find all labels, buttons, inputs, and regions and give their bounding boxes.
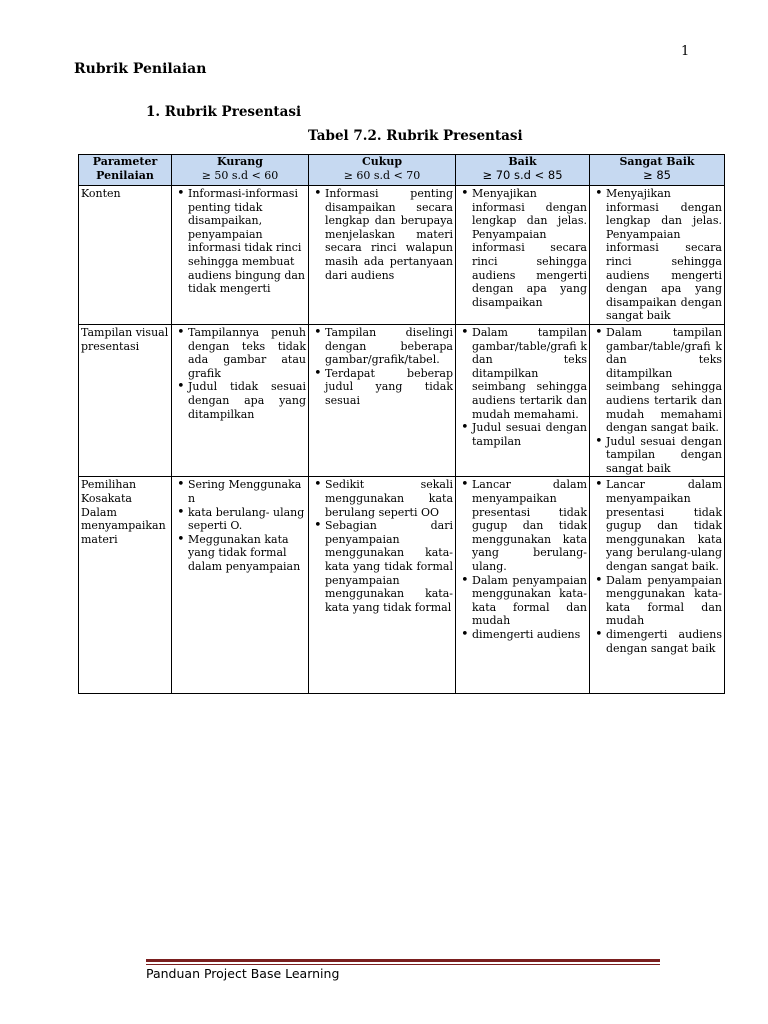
criterion-item: • Informasi penting disampaikan secara lengkap dan berupaya menjelaskan materi secara rinci walapun masih ada pertanyaan dari audiens (311, 187, 453, 282)
header-kurang (172, 155, 309, 186)
kurang-cell (172, 324, 309, 477)
header-baik (456, 155, 590, 186)
footer-text: Panduan Project Base Learning (146, 966, 340, 981)
criterion-item: • Dalam penyampaian menggunakan kata-kata formal dan mudah (458, 574, 587, 628)
criterion-item: • Sedikit sekali menggunakan kata berulang seperti OO (311, 478, 453, 519)
criterion-item: • Informasi-informasi penting tidak disampaikan, penyampaian informasi tidak rinci sehingga membuat audiens bingung dan tidak mengerti (174, 187, 306, 296)
baik-cell (456, 477, 590, 694)
criterion-item: • dimengerti audiens (458, 628, 587, 642)
criterion-item: • Tampilannya penuh dengan teks tidak ada gambar atau grafik (174, 326, 306, 380)
footer-rule (146, 959, 660, 962)
header-range: ≥ 85 (643, 167, 671, 182)
criterion-item: • kata berulang- ulang seperti O. (174, 506, 306, 533)
header-sangat-baik (590, 155, 725, 186)
sangat-baik-cell (590, 477, 725, 694)
section-title: Rubrik Penilaian (74, 61, 207, 77)
criterion-item: • Sering Menggunaka n (174, 478, 306, 505)
page-number: 1 (681, 44, 690, 59)
footer-rule-thin (146, 964, 660, 965)
sangat-baik-cell (590, 324, 725, 477)
header-range: ≥ 60 s.d < 70 (343, 168, 421, 182)
subsection-title: 1. Rubrik Presentasi (146, 104, 302, 120)
header-label: Cukup (361, 155, 403, 168)
criterion-item: • Lancar dalam menyampaikan presentasi tidak gugup dan tidak menggunakan kata yang berulang-ulang dengan sangat baik. (592, 478, 722, 573)
criterion-item: • Judul sesuai dengan tampilan dengan sangat baik (592, 435, 722, 476)
cukup-cell (309, 186, 456, 325)
baik-cell (456, 324, 590, 477)
cukup-cell (309, 477, 456, 694)
header-range: ≥ 50 s.d < 60 (201, 168, 279, 182)
table-header-row (79, 155, 725, 186)
criterion-item: • Tampilan diselingi dengan beberapa gambar/grafik/tabel. (311, 326, 453, 367)
criterion-item: • Dalam penyampaian menggunakan kata-kata formal dan mudah (592, 574, 722, 628)
criterion-item: • Dalam tampilan gambar/table/grafi k dan teks ditampilkan seimbang sehingga audiens tertarik dan mudah memahami dengan sangat baik. (592, 326, 722, 435)
header-label: Parameter Penilaian (92, 155, 158, 182)
kurang-cell (172, 186, 309, 325)
sangat-baik-cell (590, 186, 725, 325)
table-row (79, 477, 725, 694)
criterion-item: • Menyajikan informasi dengan lengkap dan jelas. Penyampaian informasi secara rinci sehingga audiens mengerti dengan apa yang disampaikan dengan sangat baik (592, 187, 722, 323)
header-parameter (79, 155, 172, 186)
cukup-cell (309, 324, 456, 477)
header-label: Sangat Baik (619, 155, 695, 168)
header-label: Kurang (217, 155, 263, 168)
criterion-item: • Sebagian dari penyampaian menggunakan kata-kata yang tidak formal penyampaian menggunakan kata-kata yang tidak formal (311, 519, 453, 614)
criterion-item: • Meggunakan kata yang tidak formal dalam penyampaian (174, 533, 306, 574)
parameter-cell: Tampilan visual presentasi (79, 324, 172, 477)
criterion-item: • Judul tidak sesuai dengan apa yang ditampilkan (174, 380, 306, 421)
baik-cell (456, 186, 590, 325)
criterion-item: • Terdapat beberap judul yang tidak sesuai (311, 367, 453, 408)
header-range: ≥ 70 s.d < 85 (482, 167, 563, 182)
kurang-cell (172, 477, 309, 694)
criterion-item: • Dalam tampilan gambar/table/grafi k dan teks ditampilkan seimbang sehingga audiens tertarik dan mudah memahami. (458, 326, 587, 421)
rubric-table (78, 154, 725, 694)
criterion-item: • Menyajikan informasi dengan lengkap dan jelas. Penyampaian informasi secara rinci sehingga audiens mengerti dengan apa yang disampaikan (458, 187, 587, 309)
criterion-item: • Judul sesuai dengan tampilan (458, 421, 587, 448)
parameter-cell: Konten (79, 186, 172, 325)
table-caption: Tabel 7.2. Rubrik Presentasi (308, 128, 523, 144)
table-row (79, 186, 725, 325)
table-row (79, 324, 725, 477)
parameter-cell: Pemilihan Kosakata Dalam menyampaikan materi (79, 477, 172, 694)
header-cukup (309, 155, 456, 186)
criterion-item: • Lancar dalam menyampaikan presentasi tidak gugup dan tidak menggunakan kata yang berulang- ulang. (458, 478, 587, 573)
criterion-item: • dimengerti audiens dengan sangat baik (592, 628, 722, 655)
header-label: Baik (508, 155, 537, 168)
